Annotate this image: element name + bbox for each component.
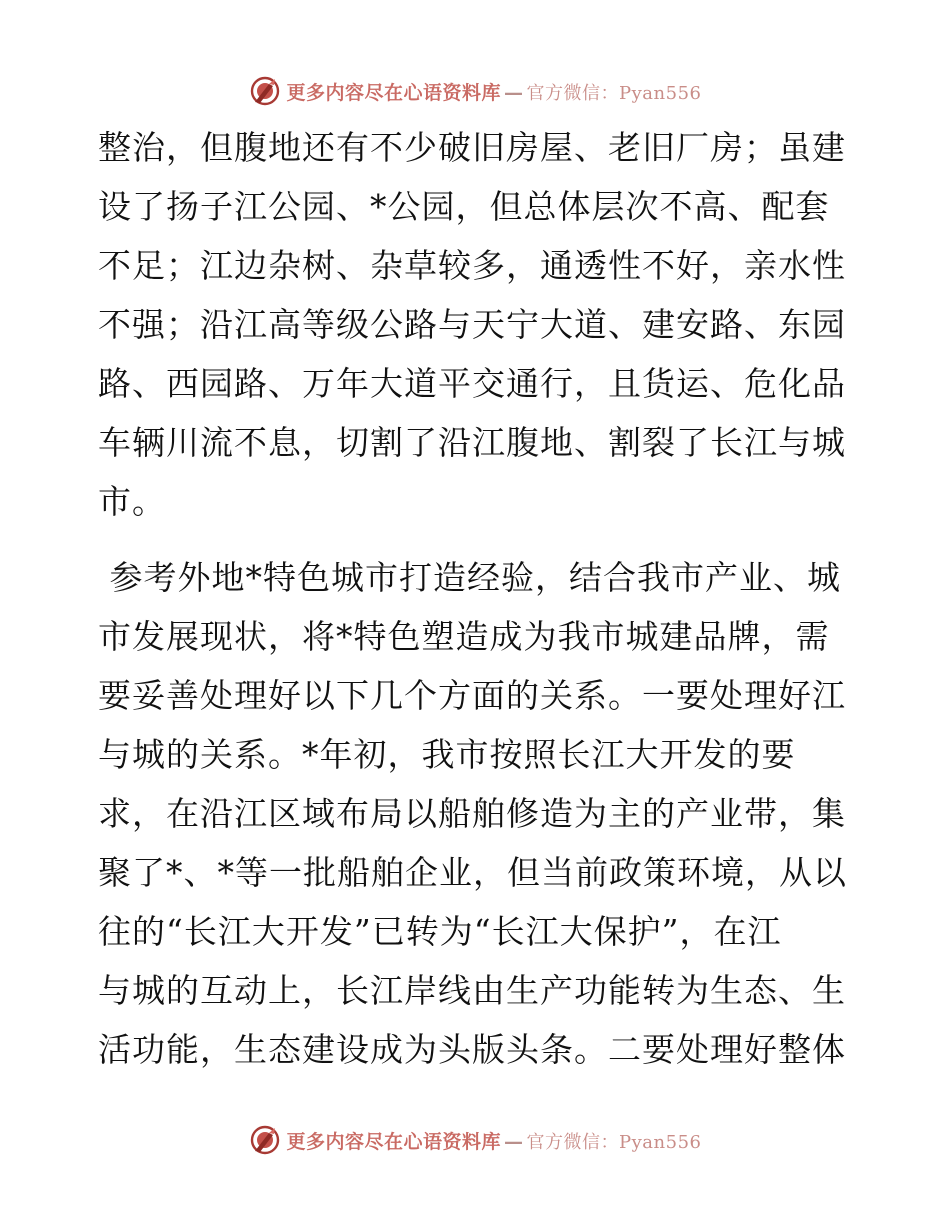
paragraph-gap: [98, 531, 858, 548]
text-line: 要妥善处理好以下几个方面的关系。一要处理好江: [98, 676, 846, 715]
document-body: [98, 118, 858, 1079]
text-line: 市发展现状，将*特色塑造成为我市城建品牌，需: [98, 617, 830, 656]
text-line: 与城的关系。*年初，我市按照长江大开发的要: [98, 735, 796, 774]
watermark-dash: —: [504, 1130, 524, 1153]
paragraph-2: [98, 548, 858, 1079]
text-line: 设了扬子江公园、*公园，但总体层次不高、配套: [98, 187, 830, 226]
watermark-wechat-text: 官方微信：Pyan556: [526, 1131, 702, 1153]
text-line: 活功能，生态建设成为头版头条。二要处理好整体: [98, 1030, 846, 1069]
text-line: 路、西园路、万年大道平交通行，且货运、危化品: [98, 364, 846, 403]
watermark-wechat-text: 官方微信：Pyan556: [526, 82, 702, 104]
text-line: 往的“长江大开发”已转为“长江大保护”，在江: [98, 912, 782, 951]
text-line: 整治，但腹地还有不少破旧房屋、老旧厂房；虽建: [98, 128, 846, 167]
text-line: 车辆川流不息，切割了沿江腹地、割裂了长江与城: [98, 423, 846, 462]
text-line: 不强；沿江高等级公路与天宁大道、建安路、东园: [98, 305, 846, 344]
watermark-dash: —: [504, 81, 524, 104]
header-watermark: [0, 71, 950, 111]
quill-logo-icon: [249, 1124, 281, 1156]
footer-watermark: [0, 1120, 950, 1160]
text-line: 不足；江边杂树、杂草较多，通透性不好，亲水性: [98, 246, 846, 285]
text-line: 与城的互动上，长江岸线由生产功能转为生态、生: [98, 971, 846, 1010]
text-line: 聚了*、*等一批船舶企业，但当前政策环境，从以: [98, 853, 847, 892]
text-line: 市。: [98, 482, 166, 521]
quill-logo-icon: [249, 75, 281, 107]
paragraph-1: [98, 118, 858, 531]
text-line: 参考外地*特色城市打造经验，结合我市产业、城: [98, 558, 841, 597]
text-line: 求，在沿江区域布局以船舶修造为主的产业带，集: [98, 794, 846, 833]
watermark-main-text: 更多内容尽在心语资料库: [286, 1130, 502, 1153]
watermark-main-text: 更多内容尽在心语资料库: [286, 81, 502, 104]
